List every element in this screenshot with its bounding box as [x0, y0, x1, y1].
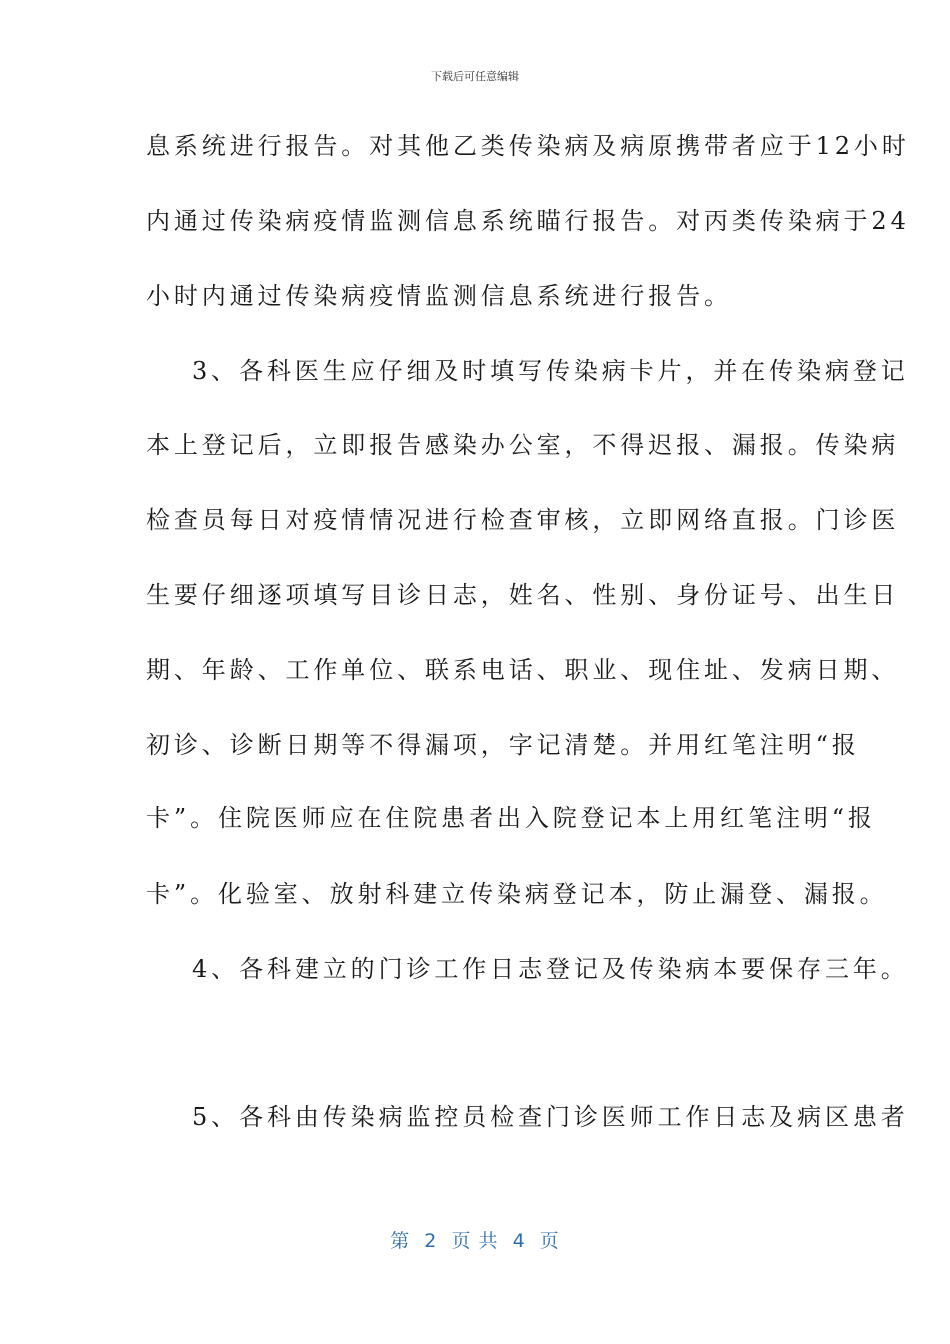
body-line: 4、各科建立的门诊工作日志登记及传染病本要保存三年。 — [192, 955, 909, 983]
body-line: 本上登记后，立即报告感染办公室，不得迟报、漏报。传染病 — [146, 431, 900, 459]
body-line: 3、各科医生应仔细及时填写传染病卡片，并在传染病登记 — [192, 357, 909, 385]
body-line: 期、年龄、工作单位、联系电话、职业、现住址、发病日期、 — [146, 656, 900, 684]
body-line: 检查员每日对疫情情况进行检查审核，立即网络直报。门诊医 — [146, 506, 900, 534]
body-line: 初诊、诊断日期等不得漏项，字记清楚。并用红笔注明“报 — [146, 731, 860, 759]
body-line: 内通过传染病疫情监测信息系统瞄行报告。对丙类传染病于24 — [146, 207, 910, 235]
body-line: 卡”。住院医师应在住院患者出入院登记本上用红笔注明“报 — [146, 804, 876, 832]
page-header: 下载后可任意编辑 — [431, 70, 519, 83]
page-footer: 第 2 页 共 4 页 — [390, 1230, 560, 1252]
body-line: 5、各科由传染病监控员检查门诊医师工作日志及病区患者 — [192, 1103, 909, 1131]
body-line: 生要仔细逐项填写目诊日志，姓名、性别、身份证号、出生日 — [146, 581, 900, 609]
body-line: 息系统进行报告。对其他乙类传染病及病原携带者应于12小时 — [146, 132, 910, 160]
body-line: 小时内通过传染病疫情监测信息系统进行报告。 — [146, 282, 732, 310]
body-line: 卡”。化验室、放射科建立传染病登记本，防止漏登、漏报。 — [146, 880, 888, 908]
